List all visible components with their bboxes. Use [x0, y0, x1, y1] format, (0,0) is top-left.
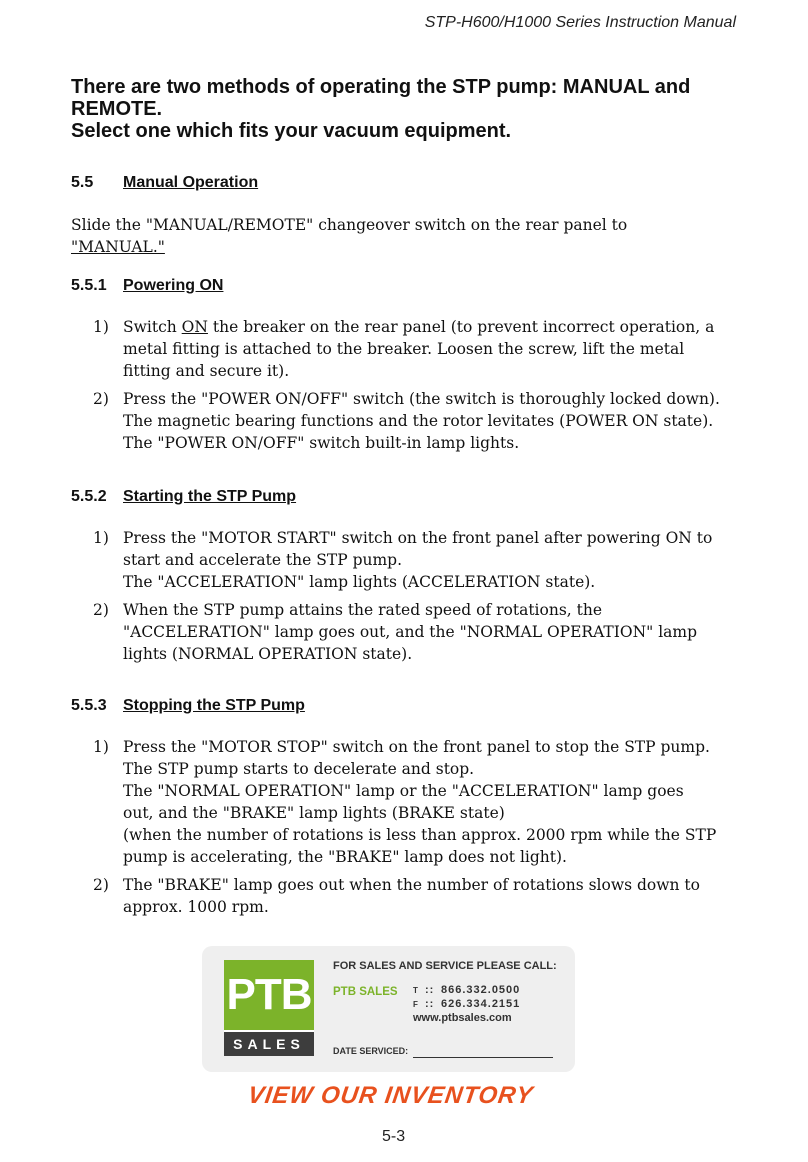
- step-line: [123, 316, 743, 338]
- step-line: (when the number of rotations is less than approx. 2000 rpm while the STP: [123, 826, 717, 844]
- intro-line: REMOTE.: [71, 98, 163, 120]
- step-line: start and accelerate the STP pump.: [123, 551, 403, 569]
- section-title: Manual Operation: [123, 174, 259, 191]
- powering-on-steps: [93, 316, 743, 454]
- step-line: lights (NORMAL OPERATION state).: [123, 645, 413, 663]
- intro-text: [71, 76, 751, 142]
- section-5-5-heading: [71, 174, 258, 192]
- step-line: The "POWER ON/OFF" switch built-in lamp lights.: [123, 434, 520, 452]
- intro-line: There are two methods of operating the STP pump: MANUAL and: [71, 76, 691, 98]
- step-line: "ACCELERATION" lamp goes out, and the "NORMAL OPERATION" lamp: [123, 623, 698, 641]
- step-number: 1): [93, 529, 109, 547]
- step-text: the breaker on the rear panel (to prevent incorrect operation, a: [207, 318, 715, 336]
- website-link[interactable]: www.ptbsales.com: [413, 1012, 512, 1024]
- section-number: 5.5.2: [71, 488, 107, 505]
- step-line: metal fitting is attached to the breaker. Loosen the screw, lift the metal: [123, 340, 685, 358]
- fax-row: [413, 998, 520, 1010]
- logo-subtitle: SALES: [224, 1032, 314, 1056]
- company-name: PTB SALES: [333, 986, 398, 998]
- date-serviced-line: [413, 1057, 553, 1058]
- step-text: Switch: [123, 318, 182, 336]
- logo-wordmark: PTB: [224, 960, 314, 1030]
- section-number: 5.5.3: [71, 697, 107, 714]
- list-item: [93, 599, 743, 665]
- step-line: When the STP pump attains the rated speed of rotations, the: [123, 601, 603, 619]
- step-line: approx. 1000 rpm.: [123, 898, 269, 916]
- step-line: The "NORMAL OPERATION" lamp or the "ACCELERATION" lamp goes: [123, 782, 684, 800]
- list-item: [93, 736, 743, 868]
- step-number: 1): [93, 738, 109, 756]
- stopping-pump-steps: [93, 736, 743, 918]
- step-line: out, and the "BRAKE" lamp lights (BRAKE state): [123, 804, 505, 822]
- section-5-5-3-heading: [71, 697, 305, 715]
- list-item: [93, 388, 743, 454]
- section-title: Stopping the STP Pump: [123, 697, 305, 714]
- list-item: [93, 527, 743, 593]
- view-inventory-link[interactable]: VIEW OUR INVENTORY: [246, 1082, 536, 1109]
- step-text-underlined: ON: [181, 318, 208, 336]
- step-number: 2): [93, 876, 109, 894]
- running-header: STP-H600/H1000 Series Instruction Manual: [424, 14, 736, 31]
- fax-key: F: [413, 1000, 419, 1009]
- section-number: 5.5: [71, 174, 94, 191]
- section-number: 5.5.1: [71, 277, 107, 294]
- section-title: Powering ON: [123, 277, 224, 294]
- step-line: The magnetic bearing functions and the rotor levitates (POWER ON state).: [123, 412, 714, 430]
- step-line: Press the "MOTOR STOP" switch on the front panel to stop the STP pump.: [123, 738, 710, 756]
- step-line: pump is accelerating, the "BRAKE" lamp does not light).: [123, 848, 567, 866]
- step-line: The STP pump starts to decelerate and stop.: [123, 760, 475, 778]
- sales-banner: [202, 946, 575, 1072]
- banner-heading: FOR SALES AND SERVICE PLEASE CALL:: [333, 960, 557, 972]
- phone-key: T: [413, 986, 419, 995]
- section-5-5-2-heading: [71, 488, 296, 506]
- phone-number[interactable]: 866.332.0500: [441, 984, 521, 996]
- section-5-5-1-heading: [71, 277, 223, 295]
- intro-line: Select one which fits your vacuum equipment.: [71, 120, 512, 142]
- ptb-sales-logo: [224, 960, 314, 1056]
- step-line: Press the "POWER ON/OFF" switch (the switch is thoroughly locked down).: [123, 390, 720, 408]
- step-number: 1): [93, 318, 109, 336]
- fax-number: 626.334.2151: [441, 998, 521, 1010]
- page-number: 5-3: [382, 1128, 406, 1145]
- list-item: [93, 316, 743, 382]
- step-line: fitting and secure it).: [123, 362, 290, 380]
- step-line: The "BRAKE" lamp goes out when the number of rotations slows down to: [123, 876, 700, 894]
- manual-operation-paragraph: [71, 214, 731, 258]
- date-serviced-label: DATE SERVICED:: [333, 1046, 409, 1056]
- phone-row: [413, 984, 520, 996]
- list-item: [93, 874, 743, 918]
- phone-separator: ::: [425, 984, 435, 996]
- paragraph-line: Slide the "MANUAL/REMOTE" changeover switch on the rear panel to: [71, 216, 628, 234]
- step-number: 2): [93, 601, 109, 619]
- step-line: Press the "MOTOR START" switch on the front panel after powering ON to: [123, 529, 713, 547]
- starting-pump-steps: [93, 527, 743, 665]
- paragraph-line: "MANUAL.": [71, 238, 165, 256]
- step-number: 2): [93, 390, 109, 408]
- step-line: The "ACCELERATION" lamp lights (ACCELERATION state).: [123, 573, 596, 591]
- fax-separator: ::: [425, 998, 435, 1010]
- section-title: Starting the STP Pump: [123, 488, 297, 505]
